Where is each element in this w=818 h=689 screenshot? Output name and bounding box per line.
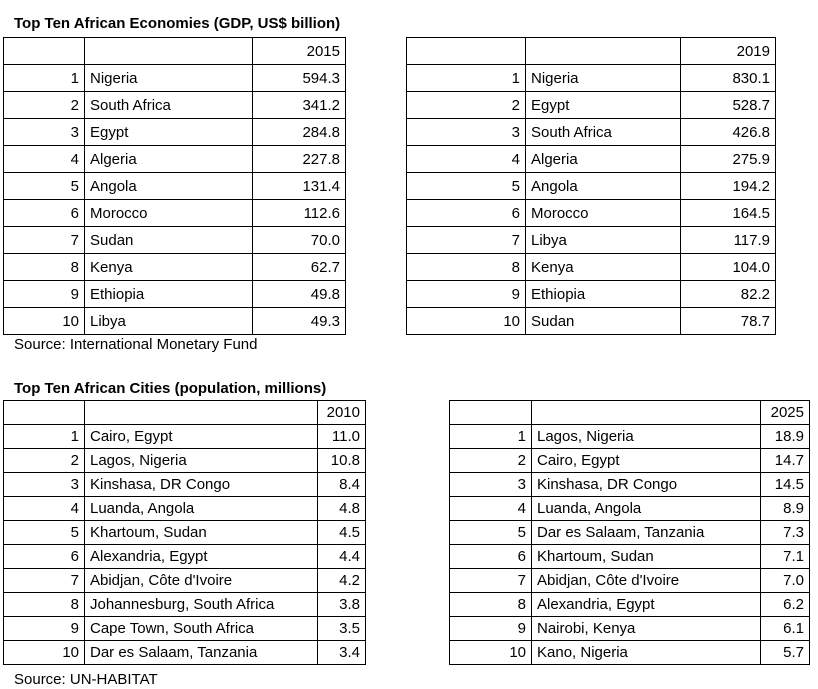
table-row [4,545,366,569]
gdp-table-2019 [406,37,776,335]
name-cell: Lagos, Nigeria [85,449,318,473]
header-blank-cell [532,401,761,425]
table-row [4,92,346,119]
value-cell: 11.0 [318,425,366,449]
table-row [4,521,366,545]
rank-cell: 4 [407,146,526,173]
value-cell: 6.2 [761,593,810,617]
value-cell: 70.0 [253,227,346,254]
rank-cell: 8 [407,254,526,281]
rank-cell: 7 [407,227,526,254]
rank-cell: 5 [4,173,85,200]
value-cell: 49.3 [253,308,346,335]
table-row [450,617,810,641]
header-blank-cell [407,38,526,65]
name-cell: Ethiopia [85,281,253,308]
cities-table-2025 [449,400,810,665]
rank-cell: 9 [407,281,526,308]
value-cell: 6.1 [761,617,810,641]
table-row [450,545,810,569]
value-cell: 82.2 [681,281,776,308]
name-cell: Nigeria [85,65,253,92]
rank-cell: 8 [450,593,532,617]
gdp-source-note: Source: International Monetary Fund [14,336,258,353]
table-header-row [450,401,810,425]
table-row [407,281,776,308]
table-row [4,146,346,173]
rank-cell: 3 [407,119,526,146]
value-cell: 3.4 [318,641,366,665]
header-blank-cell [450,401,532,425]
name-cell: Egypt [526,92,681,119]
name-cell: Algeria [85,146,253,173]
name-cell: Lagos, Nigeria [532,425,761,449]
table-row [4,281,346,308]
rank-cell: 9 [4,617,85,641]
rank-cell: 1 [450,425,532,449]
value-cell: 7.0 [761,569,810,593]
name-cell: Abidjan, Côte d'Ivoire [532,569,761,593]
name-cell: Morocco [85,200,253,227]
rank-cell: 5 [407,173,526,200]
name-cell: Morocco [526,200,681,227]
name-cell: Cape Town, South Africa [85,617,318,641]
rank-cell: 10 [450,641,532,665]
year-header: 2025 [761,401,810,425]
rank-cell: 2 [407,92,526,119]
name-cell: Nairobi, Kenya [532,617,761,641]
table-row [407,173,776,200]
value-cell: 8.4 [318,473,366,497]
rank-cell: 3 [450,473,532,497]
name-cell: South Africa [526,119,681,146]
table-row [4,119,346,146]
table-row [407,308,776,335]
name-cell: Angola [85,173,253,200]
year-header: 2019 [681,38,776,65]
rank-cell: 1 [407,65,526,92]
header-blank-cell [4,401,85,425]
rank-cell: 9 [4,281,85,308]
table-row [4,473,366,497]
rank-cell: 3 [4,119,85,146]
table-row [4,425,366,449]
name-cell: Kenya [85,254,253,281]
name-cell: Khartoum, Sudan [532,545,761,569]
name-cell: Cairo, Egypt [532,449,761,473]
name-cell: Libya [526,227,681,254]
value-cell: 4.5 [318,521,366,545]
table-row [450,641,810,665]
table-row [407,200,776,227]
name-cell: Kenya [526,254,681,281]
value-cell: 49.8 [253,281,346,308]
rank-cell: 6 [407,200,526,227]
rank-cell: 7 [4,569,85,593]
name-cell: Dar es Salaam, Tanzania [85,641,318,665]
name-cell: Dar es Salaam, Tanzania [532,521,761,545]
header-blank-cell [4,38,85,65]
table-row [407,227,776,254]
value-cell: 8.9 [761,497,810,521]
table-row [450,521,810,545]
value-cell: 4.2 [318,569,366,593]
table-row [4,227,346,254]
rank-cell: 1 [4,425,85,449]
value-cell: 3.5 [318,617,366,641]
value-cell: 18.9 [761,425,810,449]
table-row [4,617,366,641]
table-row [407,65,776,92]
value-cell: 3.8 [318,593,366,617]
table-row [407,146,776,173]
year-header: 2015 [253,38,346,65]
value-cell: 426.8 [681,119,776,146]
value-cell: 131.4 [253,173,346,200]
table-row [4,200,346,227]
rank-cell: 7 [4,227,85,254]
table-row [450,569,810,593]
name-cell: Algeria [526,146,681,173]
name-cell: Khartoum, Sudan [85,521,318,545]
rank-cell: 4 [450,497,532,521]
rank-cell: 7 [450,569,532,593]
value-cell: 4.8 [318,497,366,521]
rank-cell: 9 [450,617,532,641]
table-row [450,473,810,497]
name-cell: Johannesburg, South Africa [85,593,318,617]
header-blank-cell [526,38,681,65]
rank-cell: 8 [4,593,85,617]
table-row [450,497,810,521]
value-cell: 341.2 [253,92,346,119]
rank-cell: 4 [4,146,85,173]
table-row [407,254,776,281]
rank-cell: 1 [4,65,85,92]
cities-table-2010 [3,400,366,665]
rank-cell: 2 [4,449,85,473]
table-header-row [4,38,346,65]
value-cell: 4.4 [318,545,366,569]
value-cell: 284.8 [253,119,346,146]
name-cell: Luanda, Angola [532,497,761,521]
cities-source-note: Source: UN-HABITAT [14,671,158,688]
table-header-row [407,38,776,65]
value-cell: 528.7 [681,92,776,119]
rank-cell: 2 [4,92,85,119]
table-row [4,254,346,281]
name-cell: Egypt [85,119,253,146]
name-cell: Libya [85,308,253,335]
rank-cell: 4 [4,497,85,521]
rank-cell: 6 [450,545,532,569]
value-cell: 7.1 [761,545,810,569]
value-cell: 194.2 [681,173,776,200]
table-row [4,497,366,521]
value-cell: 62.7 [253,254,346,281]
name-cell: Alexandria, Egypt [532,593,761,617]
table-row [4,569,366,593]
header-blank-cell [85,401,318,425]
name-cell: Alexandria, Egypt [85,545,318,569]
name-cell: South Africa [85,92,253,119]
value-cell: 78.7 [681,308,776,335]
header-blank-cell [85,38,253,65]
value-cell: 14.5 [761,473,810,497]
table-row [450,593,810,617]
rank-cell: 8 [4,254,85,281]
table-row [4,65,346,92]
rank-cell: 5 [4,521,85,545]
table-header-row [4,401,366,425]
value-cell: 5.7 [761,641,810,665]
table-row [450,449,810,473]
name-cell: Luanda, Angola [85,497,318,521]
rank-cell: 10 [4,641,85,665]
value-cell: 7.3 [761,521,810,545]
name-cell: Sudan [526,308,681,335]
table-row [4,308,346,335]
gdp-section-title: Top Ten African Economies (GDP, US$ billion) [14,15,341,32]
name-cell: Ethiopia [526,281,681,308]
value-cell: 117.9 [681,227,776,254]
rank-cell: 5 [450,521,532,545]
value-cell: 112.6 [253,200,346,227]
value-cell: 104.0 [681,254,776,281]
name-cell: Kinshasa, DR Congo [532,473,761,497]
name-cell: Kinshasa, DR Congo [85,473,318,497]
name-cell: Sudan [85,227,253,254]
name-cell: Nigeria [526,65,681,92]
gdp-table-2015 [3,37,346,335]
table-row [4,449,366,473]
value-cell: 830.1 [681,65,776,92]
table-row [4,641,366,665]
name-cell: Abidjan, Côte d'Ivoire [85,569,318,593]
rank-cell: 2 [450,449,532,473]
rank-cell: 6 [4,200,85,227]
table-row [4,173,346,200]
year-header: 2010 [318,401,366,425]
table-row [407,92,776,119]
name-cell: Cairo, Egypt [85,425,318,449]
value-cell: 594.3 [253,65,346,92]
rank-cell: 6 [4,545,85,569]
value-cell: 227.8 [253,146,346,173]
rank-cell: 3 [4,473,85,497]
table-row [407,119,776,146]
name-cell: Angola [526,173,681,200]
table-row [4,593,366,617]
value-cell: 275.9 [681,146,776,173]
value-cell: 164.5 [681,200,776,227]
value-cell: 14.7 [761,449,810,473]
table-row [450,425,810,449]
rank-cell: 10 [407,308,526,335]
name-cell: Kano, Nigeria [532,641,761,665]
value-cell: 10.8 [318,449,366,473]
cities-section-title: Top Ten African Cities (population, millions) [14,380,327,397]
rank-cell: 10 [4,308,85,335]
